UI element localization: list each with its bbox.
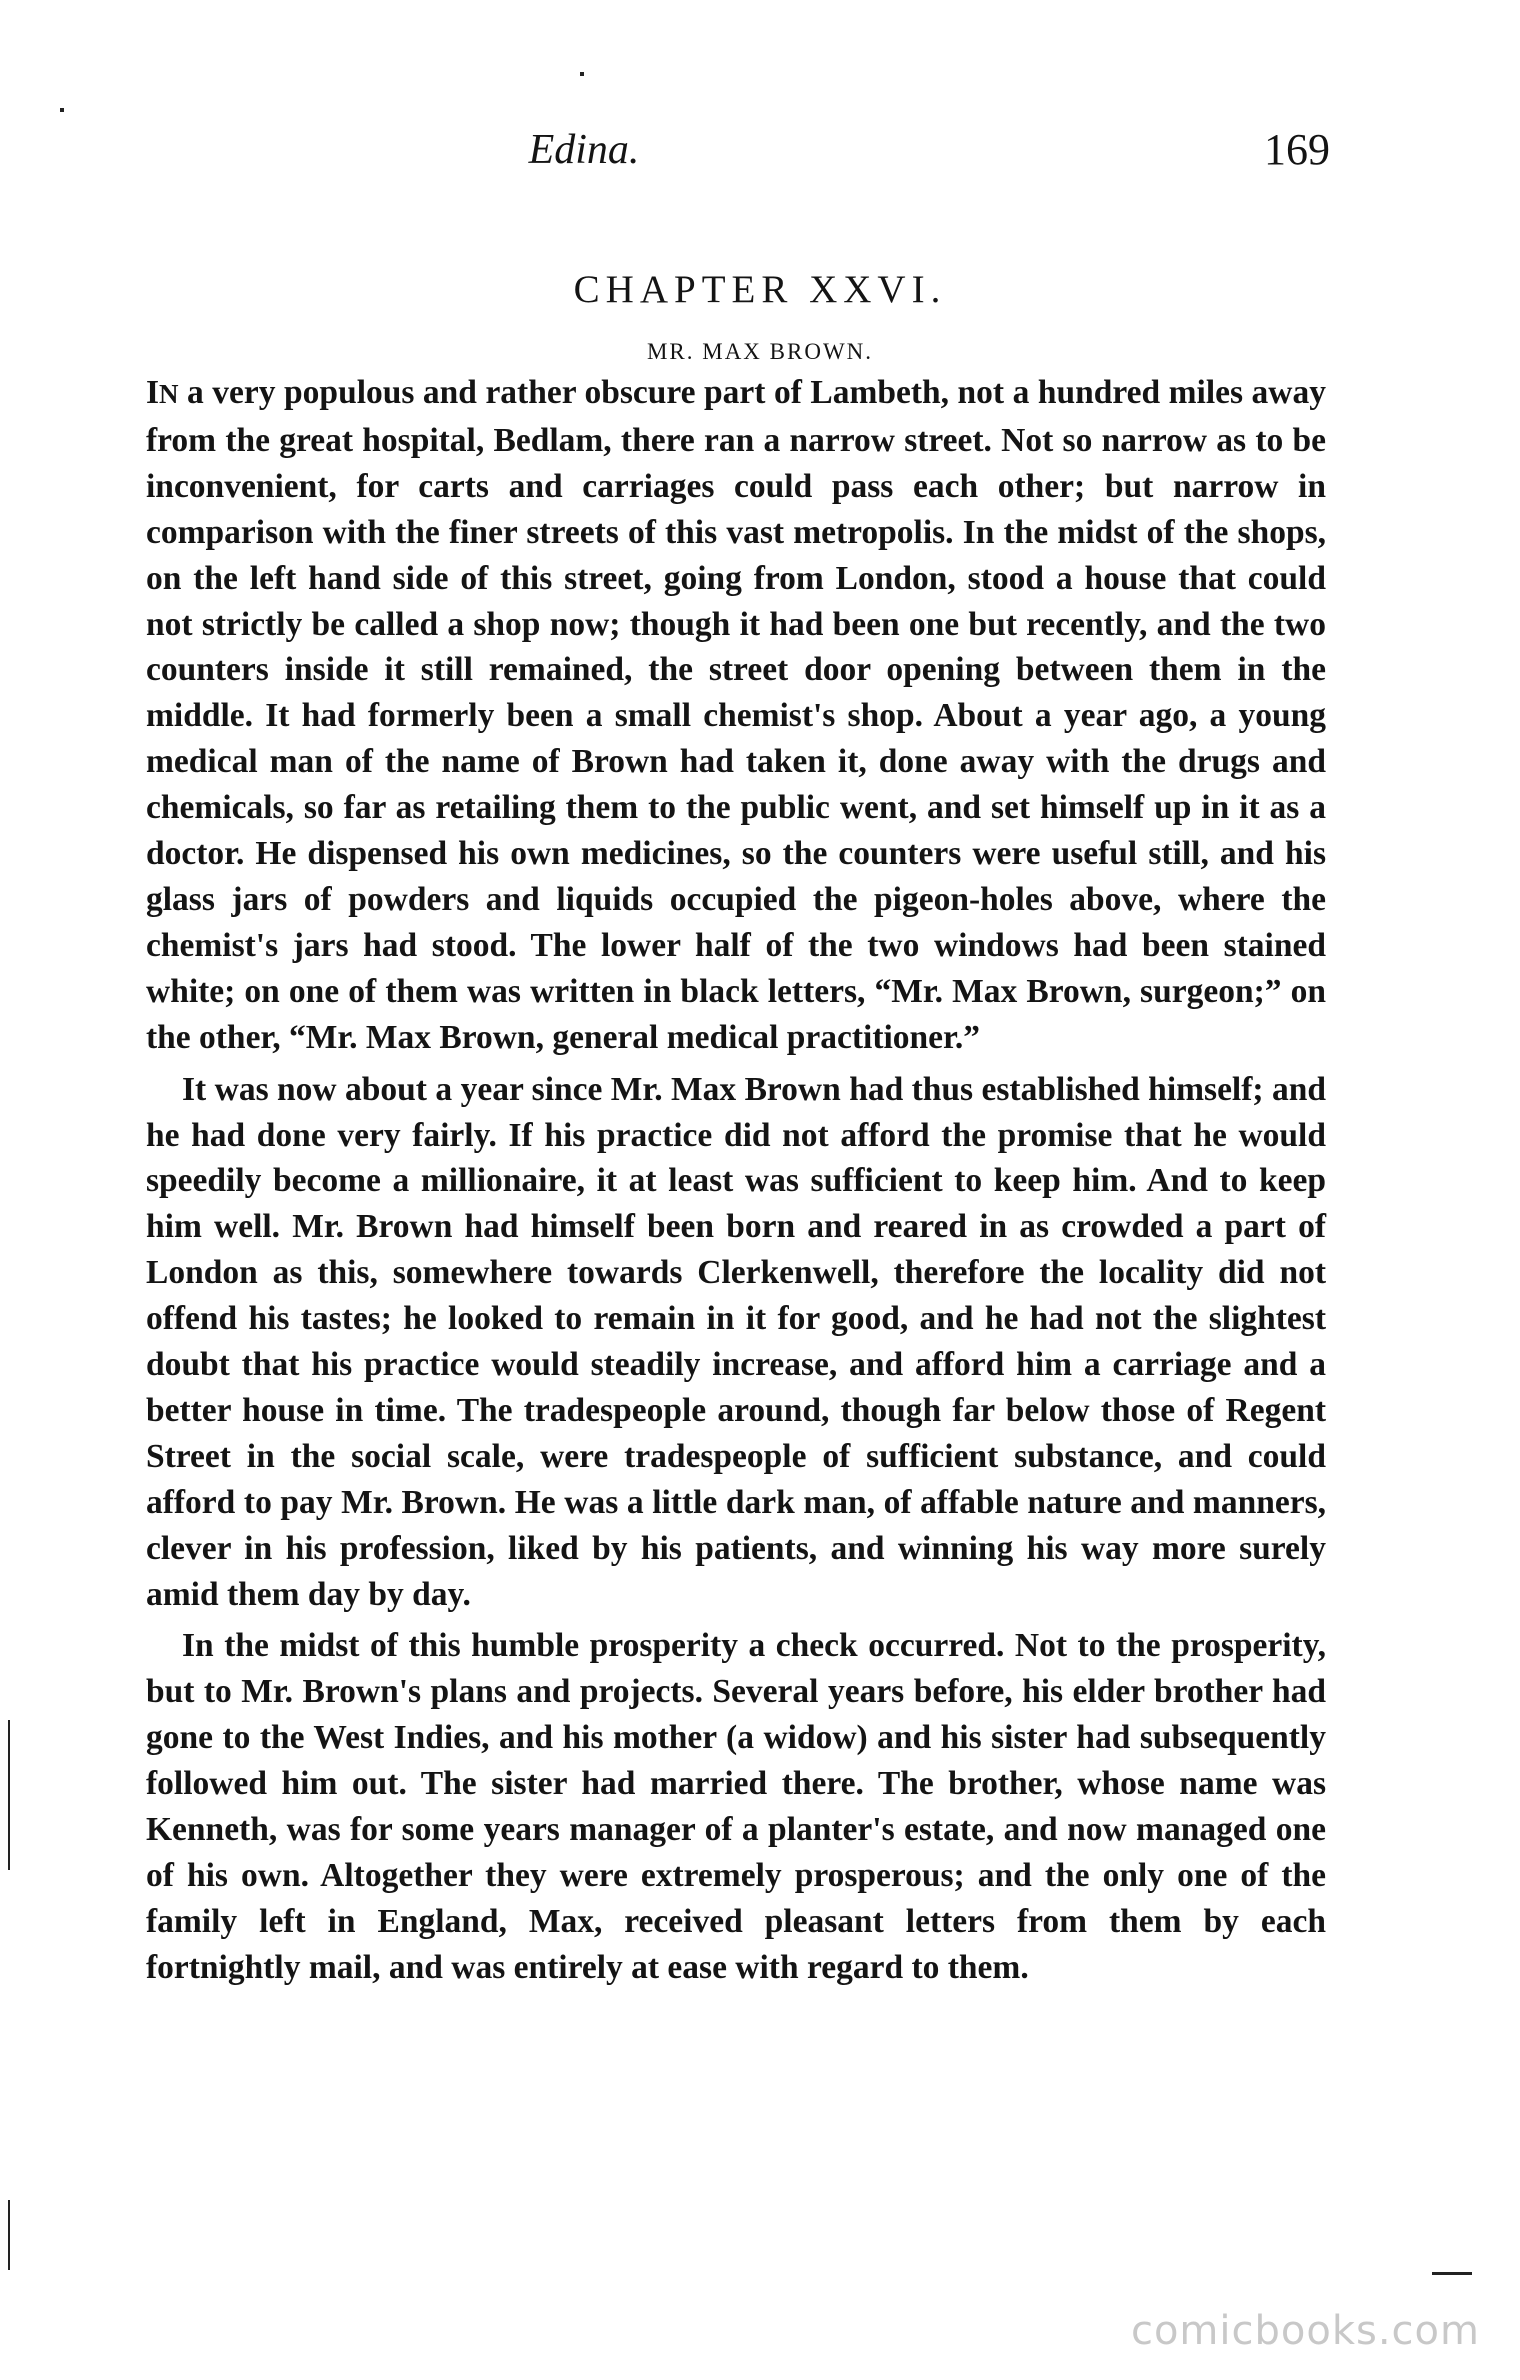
paragraph-1-text: a very populous and rather obscure part of Lambeth, not a hundred miles away from the great hospital, Bedlam, there ran a narrow street. Not so narrow as to be inconvenient, for carts and carriages could pass each other; but narrow in comparison with the finer streets of this vast metropolis. In the midst of the shops, on the left hand side of this street, going from London, stood a house that could not strictly be called a shop now; though it had been one but recently, and the two counters inside it still remained, the street door opening between them in the middle. It had formerly been a small chemist's shop. About a year ago, a young medical man of the name of Brown had taken it, done away with the drugs and chemicals, so far as retailing them to the public went, and set himself up in it as a doctor. He dispensed his own medicines, so the counters were useful still, and his glass jars of powders and liquids occupied the pigeon-holes above, where the chemist's jars had stood. The lower half of the two windows had been stained white; on one of them was written in black letters, “Mr. Max Brown, surgeon;” on the other, “Mr. Max Brown, general medical practitioner.” — [146, 374, 1326, 1056]
watermark: comicbooks.com — [1130, 2308, 1480, 2354]
chapter-subtitle: MR. MAX BROWN. — [646, 339, 874, 364]
paragraph-3: In the midst of this humble prosperity a check occurred. Not to the prosperity, but to Mr. Brown's plans and projects. Several years before, his elder brother had gone to the West Indies, and his mother (a widow) and his sister had subsequently followed him out. The sister had married there. The brother, whose name was Kenneth, was for some years manager of a planter's estate, and now managed one of his own. Altogether they were extremely prosperous; and the only one of the family left in England, Max, received pleasant letters from them by each fortnightly mail, and was entirely at ease with regard to them. — [146, 1627, 1326, 1986]
paragraph-2: It was now about a year since Mr. Max Brown had thus established himself; and he had done very fairly. If his practice did not afford the promise that he would speedily become a millionaire, it at least was sufficient to keep him. And to keep him well. Mr. Brown had himself been born and reared in as crowded a part of London as this, somewhere towards Clerkenwell, therefore the locality did not offend his tastes; he looked to remain in it for good, and he had not the slightest doubt that his practice would steadily increase, and afford him a carriage and a better house in time. The tradespeople around, though far below those of Regent Street in the social scale, were tradespeople of sufficient substance, and could afford to pay Mr. Brown. He was a little dark man, of affable nature and manners, clever in his profession, liked by his patients, and winning his way more surely amid them day by day. — [146, 1070, 1326, 1613]
body-text — [146, 370, 1326, 1997]
chapter-heading: CHAPTER XXVI. — [573, 268, 947, 311]
running-head — [0, 120, 1520, 180]
paragraph-1 — [146, 370, 1326, 1061]
margin-mark — [60, 108, 64, 112]
page-number: 169 — [1264, 125, 1330, 174]
running-title: Edina. — [528, 127, 640, 173]
margin-mark — [580, 72, 584, 76]
paragraph-1-opening-word: IN — [146, 374, 179, 411]
printer-dash — [1432, 2272, 1472, 2275]
margin-mark — [8, 2200, 10, 2270]
margin-mark — [8, 1720, 10, 1870]
